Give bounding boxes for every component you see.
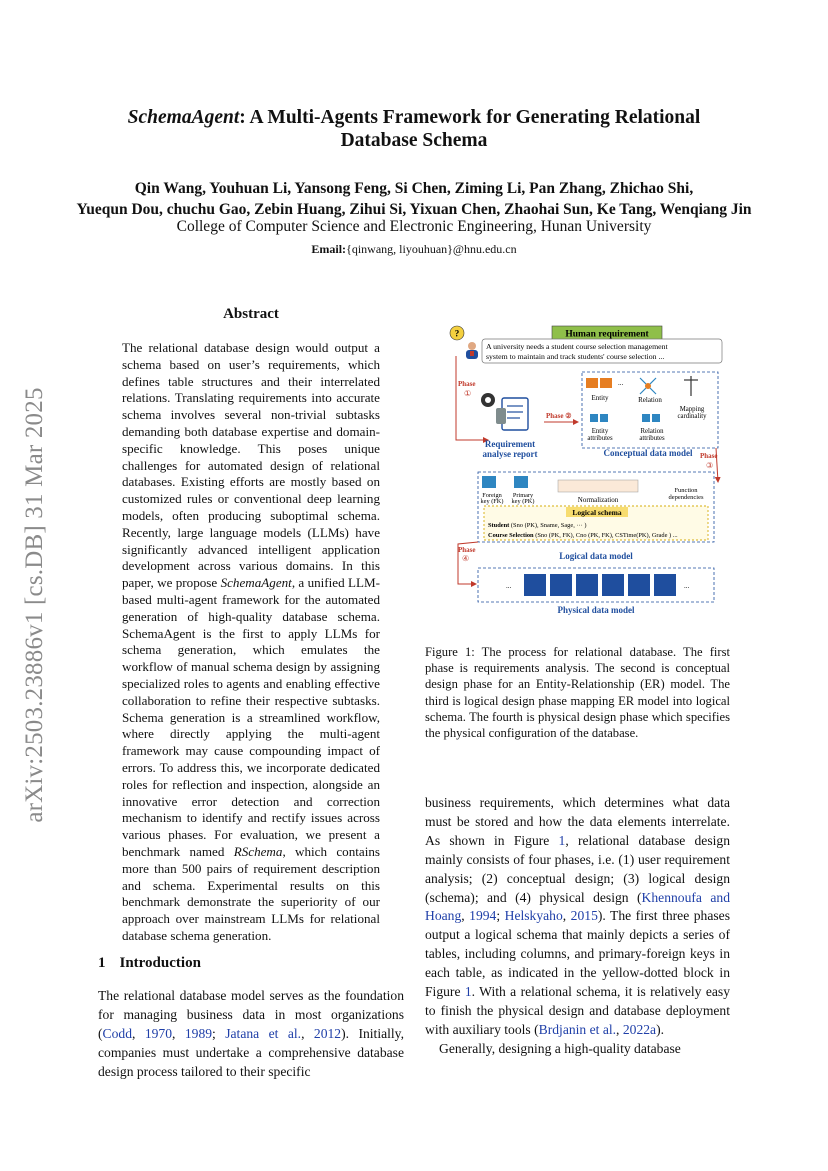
figure-link[interactable]: 1 — [558, 832, 566, 848]
svg-text:A university needs a student c: A university needs a student course selection management — [486, 342, 668, 351]
svg-text:key (FK): key (FK) — [480, 498, 504, 505]
svg-text:Student (Sno (PK), Sname, Sage: Student (Sno (PK), Sname, Sage, ··· ) — [488, 522, 587, 529]
paper-title: SchemaAgent: A Multi-Agents Framework for Generating Relational Database Schema — [127, 107, 701, 151]
svg-text:Logical data model: Logical data model — [559, 551, 633, 561]
svg-text:...: ... — [506, 582, 512, 590]
svg-text:Phase: Phase — [700, 452, 718, 460]
citation-link[interactable]: Helskyaho — [504, 908, 563, 924]
svg-text:①: ① — [464, 389, 472, 398]
citation-link[interactable]: 1970 — [144, 1025, 173, 1041]
abstract-body: The relational database design would output a schema based on user’s requirements, which defines table structures and their interrelated relations. Translating requirements into accurate schema involves several non-trivial subtasks demanding both database expertise and domain-specific knowledge. This poses unique challenges for automated design of relational databases. Existing efforts are mostly based on customized rules or conventional deep learning models, often producing suboptimal schema. Recently, large language models (LLMs) have significantly advanced intelligent application development across various domains. In this paper, we propose SchemaAgent, a unified LLM-based multi-agent framework for the automated generation of high-quality database schema. SchemaAgent is the first to apply LLMs for schema generation, which emulates the workflow of manual schema design by assigning specialized roles to agents and enabling effective collaboration to refine their respective subtasks. Schema generation is a streamlined workflow, where directly applying the multi-agent framework may cause compounding impact of errors. To address this, we incorporate dedicated roles for reflection and inspection, alongside an innovative error detection and correction mechanism to identify and rectify issues across various phases. For evaluation, we present a benchmark named RSchema, which contains more than 500 pairs of requirement description and schema. Experimental results on this benchmark demonstrate the superiority of our approach over mainstream LLMs for relational database schema generation. — [122, 340, 381, 943]
svg-text:key (PK): key (PK) — [511, 498, 535, 505]
citation-link[interactable]: Khennoufa and Hoang — [425, 889, 730, 924]
svg-text:Requirement: Requirement — [484, 439, 536, 449]
svg-text:system to maintain and track s: system to maintain and track students' course selection ... — [486, 352, 665, 361]
svg-text:Physical data model: Physical data model — [557, 605, 635, 615]
intro-paragraph: business requirements, which determines what data must be stored and how the data elements interrelate. As shown in Figure 1, relational database design mainly consists of four phases, i.e. (1) user requirement analysis; (2) conceptual design; (3) logical design (schema); and (4) physical design (Khennoufa and Hoang, 1994; Helskyaho, 2015). The first three phases output a logical schema that mainly depicts a series of tables, including columns, and primary-foreign keys in each table, as indicated in the yellow-dotted block in Figure 1. With a relational schema, it is relatively easy to finish the physical design and database deployment with auxiliary tools (Brdjanin et al., 2022a). — [425, 795, 730, 1037]
svg-text:Human requirement: Human requirement — [565, 329, 649, 340]
abstract-heading: Abstract — [223, 306, 279, 322]
document-icon — [496, 398, 528, 430]
svg-text:④: ④ — [462, 554, 470, 563]
svg-text:analyse report: analyse report — [482, 449, 538, 459]
svg-text:Conceptual data model: Conceptual data model — [603, 448, 693, 458]
citation-link[interactable]: 1994 — [469, 908, 497, 924]
citation-link[interactable]: 2012 — [313, 1025, 342, 1041]
user-icon — [450, 326, 478, 359]
intro-right-column — [425, 794, 730, 1059]
svg-text:Normalization: Normalization — [577, 496, 619, 504]
svg-text:dependencies: dependencies — [668, 494, 704, 501]
svg-text:Phase: Phase — [458, 380, 476, 388]
figure-link[interactable]: 1 — [464, 984, 472, 1000]
svg-text:Relation: Relation — [638, 396, 662, 404]
svg-text:...: ... — [618, 379, 624, 387]
arxiv-identifier: arXiv:2503.23886v1 [cs.DB] 31 Mar 2025 — [21, 387, 48, 823]
svg-text:Function: Function — [674, 487, 698, 494]
figure-caption: Figure 1: The process for relational database. The first phase is requirements analysis. The second is conceptual design phase for an Entity-Relationship (ER) model. The third is logical design phase mapping ER model into logical schema. The fourth is physical design phase which specifies the physical configuration of the database. — [425, 645, 730, 741]
svg-text:Entity: Entity — [591, 394, 609, 402]
figure-svg — [448, 322, 728, 622]
svg-text:Primary: Primary — [512, 492, 534, 499]
svg-text:Entity: Entity — [591, 428, 609, 435]
email-line: Email:{qinwang, liyouhuan}@hnu.edu.cn — [311, 242, 517, 256]
citation-link[interactable]: 2015 — [570, 908, 598, 924]
svg-text:?: ? — [454, 328, 460, 339]
intro-left-column: The relational database model serves as the foundation for managing business data in most organizations (Codd, 1970, 1989; Jatana et al., 2012). Initially, companies must undertake a comprehensive database design process tailored to their specific — [98, 988, 404, 1079]
svg-text:Relation: Relation — [640, 428, 664, 435]
citation-link[interactable]: 1989 — [184, 1025, 213, 1041]
svg-text:Course Selection (Sno (PK, FK): Course Selection (Sno (PK, FK), Cno (PK, FK), CSTime(PK), Grade ) ... — [488, 532, 678, 539]
svg-text:Phase: Phase — [458, 546, 476, 554]
affiliation: College of Computer Science and Electronic Engineering, Hunan University — [176, 218, 652, 235]
svg-text:Foreign: Foreign — [482, 492, 502, 499]
title-italic: SchemaAgent — [127, 107, 240, 128]
citation-link[interactable]: 2022a — [622, 1021, 657, 1037]
svg-text:③: ③ — [706, 461, 714, 470]
figure-1-diagram — [448, 322, 728, 622]
svg-text:Logical schema: Logical schema — [572, 508, 622, 517]
svg-text:cardinality: cardinality — [677, 413, 707, 420]
svg-text:Mapping: Mapping — [679, 406, 705, 413]
svg-text:attributes: attributes — [587, 435, 613, 442]
svg-text:Phase ②: Phase ② — [546, 412, 572, 420]
gear-icon — [481, 393, 495, 407]
intro-paragraph: Generally, designing a high-quality database — [439, 1040, 681, 1056]
citation-link[interactable]: Codd — [102, 1025, 132, 1041]
author-list: Qin Wang, Youhuan Li, Yansong Feng, Si Chen, Ziming Li, Pan Zhang, Zhichao Shi, Yuequn Dou, chuchu Gao, Zebin Huang, Zihui Si, Yixuan Chen, Zhaohai Sun, Ke Tang, Wenqiang Jin — [76, 180, 752, 218]
svg-text:...: ... — [684, 582, 690, 590]
citation-link[interactable]: Brdjanin et al. — [538, 1021, 617, 1037]
citation-link[interactable]: Jatana et al. — [225, 1025, 302, 1041]
svg-text:attributes: attributes — [639, 435, 665, 442]
section-heading-introduction: 1 Introduction — [98, 955, 201, 971]
